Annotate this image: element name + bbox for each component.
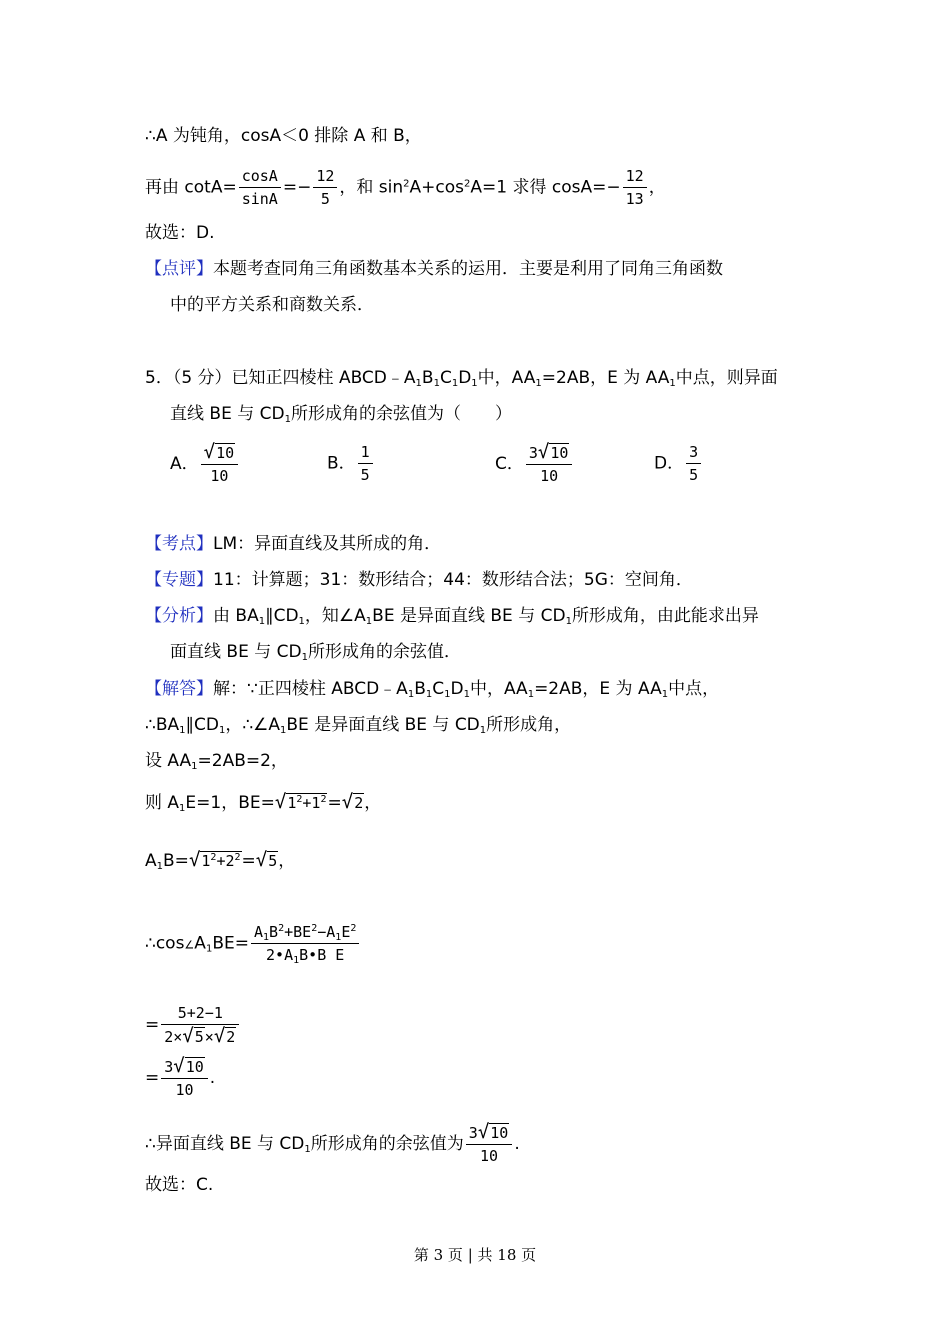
fraction-12-13: $\frac{12}{13}$ [623,166,647,209]
question-5: 5．（5 分）已知正四棱柱 $ABCD﹣A_1B_1C_1D_1$中，$AA_1=2AB$，E 为 $AA_1$中点，则异面 [145,368,778,389]
option-b[interactable]: B． $\frac{1}{5}$ [327,442,375,485]
solution-line-2: $\therefore BA_1\parallel CD_1$，$\therefore\angle A_1BE$ 是异面直线 BE 与 $CD_1$所形成角， [145,715,572,736]
solution-tag: 【解答】 [145,679,213,699]
knowledge-point: 【考点】LM：异面直线及其所成的角． [145,534,442,554]
solution-line-1: 【解答】解：∵正四棱柱 $ABCD﹣A_1B_1C_1D_1$中，$AA_1=2AB$，E 为 $AA_1$中点， [145,679,720,700]
analysis-paragraph: 【分析】由 $BA_1\parallel CD_1$，知$\angle A_1BE$ 是异面直线 BE 与 $CD_1$所形成角，由此能求出异 [145,606,759,627]
option-c[interactable]: C． $\frac{3√10}{10}$ [495,442,574,486]
option-a[interactable]: A． $\frac{√10}{10}$ [170,442,240,486]
fraction-12-5: $\frac{12}{5}$ [313,166,337,209]
solution-line-be: 则 $A_1E=1$，$BE=√1^2+1^2=√2$， [145,791,382,814]
fraction-substituted: $\frac{5+2-1}{2\times√5\times√2}$ [161,1003,239,1047]
comment-paragraph-cont: 中的平方关系和商数关系． [170,295,374,315]
topic-tag: 【专题】 [145,570,213,590]
radical-a1b: $√1^2+2^2$ [188,849,241,871]
question-5-cont: 直线 BE 与 $CD_1$所形成角的余弦值为（ ） [170,404,512,425]
solution-line-3: 设 $AA_1=2AB=2$， [145,751,288,772]
line-cot-relation: 再由 cotA= $\frac{\cos A}{\sin A}$ =− $\frac{12}{5}$ ，和 $\sin^2A+\cos^2A=1$ 求得 cosA=− $\frac{12}{13}$ ， [145,167,666,208]
fraction-cosine-law: $\frac{A_1B^2+BE^2-A_1E^2}{2•A_1B•B E}$ [251,922,359,965]
option-d[interactable]: D． $\frac{3}{5}$ [654,442,703,485]
solution-line-cos-formula: $\therefore\cos\angle A_1BE=$ $\frac{A_1B^2+BE^2-A_1E^2}{2•A_1B•B E}$ [145,922,361,965]
topic-line: 【专题】11：计算题；31：数形结合；44：数形结合法；5G：空间角． [145,570,693,590]
line-answer-c: 故选：C. [145,1175,214,1195]
comment-tag: 【点评】 [145,259,213,279]
page-footer: 第 3 页 | 共 18 页 [413,1246,537,1264]
fraction-final: $\frac{3√10}{10}$ [466,1122,513,1166]
radical-be: $√1^2+1^2$ [274,791,327,813]
solution-line-result: = $\frac{3√10}{10}$ . [145,1055,216,1099]
analysis-tag: 【分析】 [145,606,213,626]
comment-paragraph: 【点评】本题考查同角三角函数基本关系的运用．主要是利用了同角三角函数 [145,259,723,279]
fraction-cos-over-sin: $\frac{\cos A}{\sin A}$ [239,166,281,209]
analysis-paragraph-cont: 面直线 BE 与 $CD_1$所形成角的余弦值． [170,642,461,663]
line-answer-d: 故选：D. [145,223,215,243]
line-conclusion-obtuse: ∴A 为钝角，cosA＜0 排除 A 和 B， [145,126,422,146]
solution-line-substitute: = $\frac{5+2-1}{2\times√5\times√2}$ [145,1003,241,1047]
solution-conclusion: ∴异面直线 BE 与 $CD_1$所形成角的余弦值为 $\frac{3√10}{10}$ . [145,1121,520,1165]
knowledge-tag: 【考点】 [145,534,213,554]
solution-line-a1b: $A_1B=√1^2+2^2=√5$， [145,849,296,872]
fraction-result: $\frac{3√10}{10}$ [161,1056,208,1100]
